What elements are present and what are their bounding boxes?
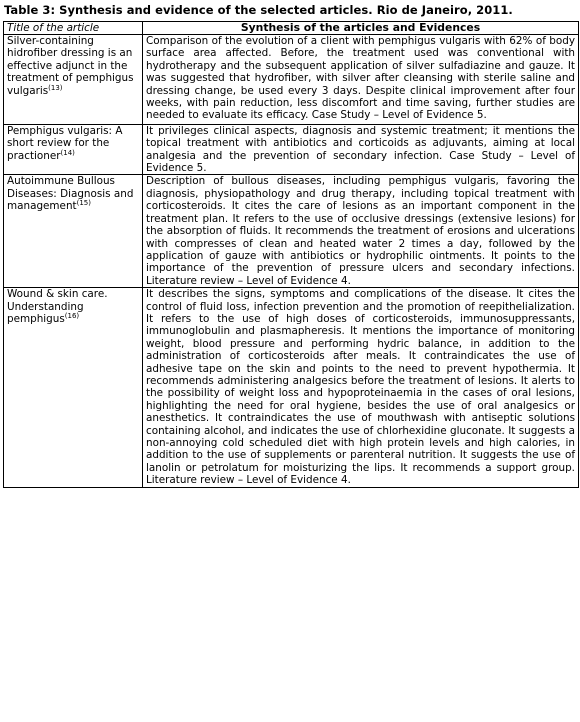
reference-number: (15): [76, 199, 91, 208]
article-title: Wound & skin care. Understanding pemphigus: [7, 288, 108, 325]
article-title-cell: [4, 175, 143, 288]
header-title-of-article: Title of the article: [4, 22, 143, 35]
header-synthesis: Synthesis of the articles and Evidences: [143, 22, 579, 35]
evidence-table: [3, 21, 579, 488]
reference-number: (13): [48, 83, 63, 92]
article-title: Autoimmune Bullous Diseases: Diagnosis and management: [7, 175, 134, 213]
article-title: Pemphigus vulgaris: A short review for the practioner: [7, 124, 123, 162]
synthesis-cell: It privileges clinical aspects, diagnosis and systemic treatment; it mentions the topical treatment with antibiotics and corticoids as adjuvants, aiming at local analgesia and the prevention of secondary infection. Case Study – Level of Evidence 5.: [143, 124, 579, 175]
synthesis-cell: Comparison of the evolution of a client with pemphigus vulgaris with 62% of body surface area affected. Before, the treatment used was conventional with hydrotherapy and the subsequent application of silver sulfadiazine and gauze. It was suggested that hydrofiber, with silver after cleansing with sterile saline and dressing change, be used every 3 days. Despite clinical improvement after four weeks, with pain reduction, less discomfort and time saving, further studies are needed to evaluate its efficacy. Case Study – Level of Evidence 5.: [143, 35, 579, 125]
article-title-cell: [4, 124, 143, 175]
synthesis-cell: Description of bullous diseases, including pemphigus vulgaris, favoring the diagnosis, physiopathology and drug therapy, including topical treatment with corticosteroids. It cites the care of lesions as an important component in the treatment plan. It refers to the use of occlusive dressings (extensive lesions) for the absorption of fluids. It recommends the treatment of erosions and ulcerations with compresses of clean and heated water 2 times a day, followed by the application of gauze with antibiotics or hydrophilic ointments. It points to the importance of the prevention of pressure ulcers and secondary infections. Literature review – Level of Evidence 4.: [143, 175, 579, 288]
table-row: [4, 175, 579, 288]
table-caption: Table 3: Synthesis and evidence of the selected articles. Rio de Janeiro, 2011.: [4, 3, 513, 17]
table-row: [4, 288, 579, 488]
table-header-row: [4, 22, 579, 35]
table-row: [4, 35, 579, 125]
reference-number: (16): [64, 311, 80, 320]
article-title-cell: [4, 35, 143, 125]
table-row: [4, 124, 579, 175]
reference-number: (14): [60, 148, 75, 157]
synthesis-cell: It describes the signs, symptoms and complications of the disease. It cites the control of fluid loss, infection prevention and the promotion of reepithelialization. It refers to the use of high doses of corticosteroids, immunosuppressants, immunoglobulin and plasmapheresis. It mentions the importance of monitoring weight, blood pressure and performing hydric balance, in addition to the administration of corticosteroids after meals. It contraindicates the use of adhesive tape on the skin and points to the need to prevent hypothermia. It recommends administering analgesics before the treatment of lesions. It alerts to the possibility of weight loss and hypoproteinaemia in the cases of oral lesions, highlighting the need for oral hygiene, besides the use of oral analgesics or anesthetics. It contraindicates the use of mouthwash with antiseptic solutions containing alcohol, and indicates the use of chlorhexidine gluconate. It suggests a non-annoying cold scheduled diet with high protein levels and high calories, in addition to the use of supplements or parenteral nutrition. It suggests the use of lanolin or petrolatum for moisturizing the lips. It recommends a support group. Literature review – Level of Evidence 4.: [143, 288, 579, 488]
article-title: Silver-containing hidrofiber dressing is an effective adjunct in the treatment of pemphigus vulgaris: [7, 35, 134, 97]
article-title-cell: [4, 288, 143, 488]
